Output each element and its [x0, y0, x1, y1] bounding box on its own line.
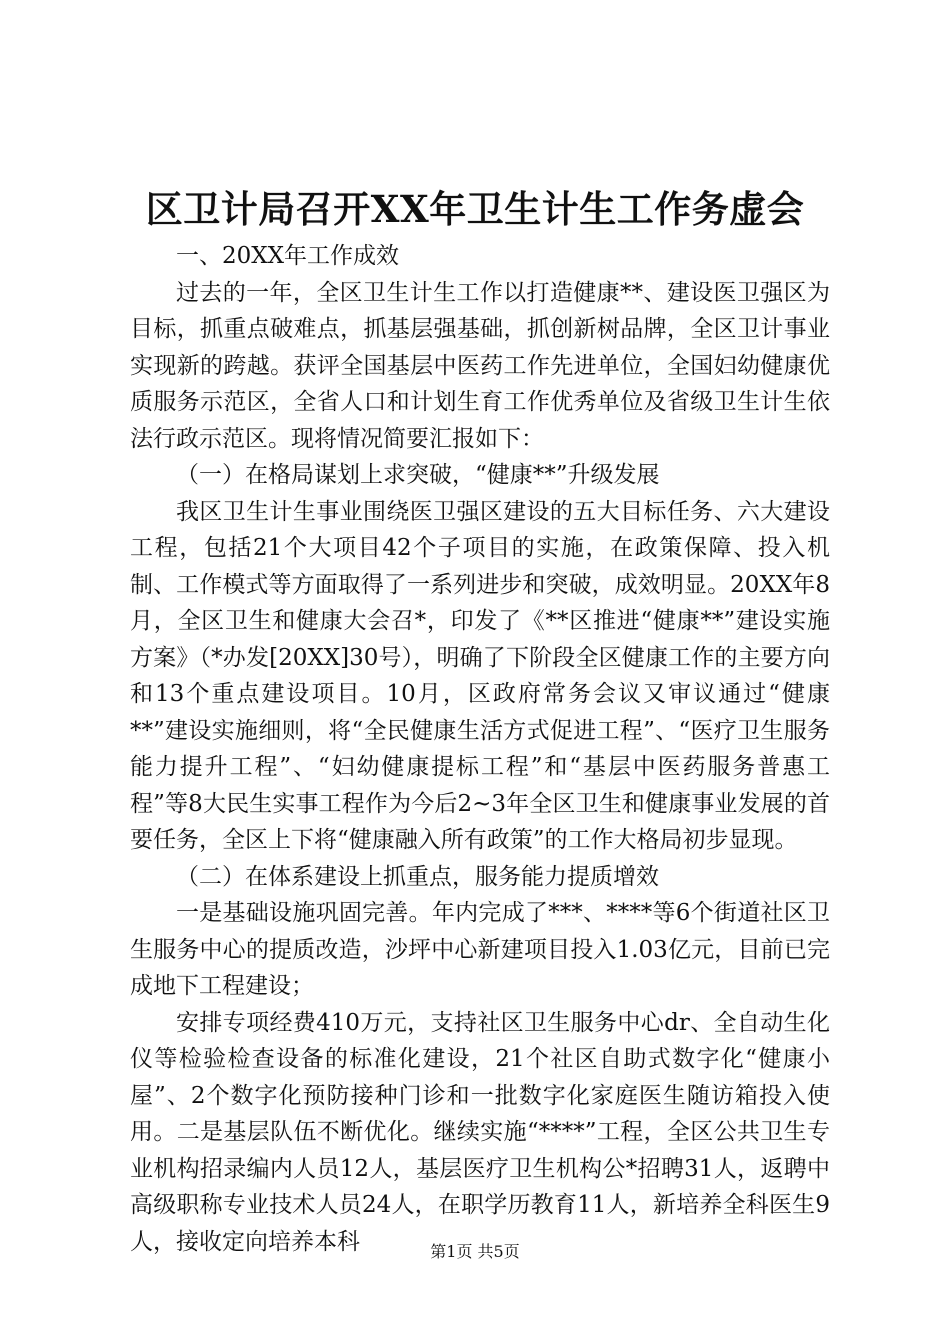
section-heading: 一、20XX年工作成效: [176, 243, 400, 269]
document-body: [130, 238, 830, 1260]
paragraph: 过去的一年，全区卫生计生工作以打造健康**、建设医卫强区为目标，抓重点破难点，抓基层强基础，抓创新树品牌，全区卫计事业实现新的跨越。获评全国基层中医药工作先进单位，全国妇幼健康优质服务示范区，全省人口和计划生育工作优秀单位及省级卫生计生依法行政示范区。现将情况简要汇报如下：: [130, 279, 830, 452]
page-footer: 第1页 共5页: [430, 1242, 520, 1261]
paragraph: 我区卫生计生事业围绕医卫强区建设的五大目标任务、六大建设工程，包括21个大项目42个子项目的实施，在政策保障、投入机制、工作模式等方面取得了一系列进步和突破，成效明显。20XX年8月，全区卫生和健康大会召*，印发了《**区推进“健康**”建设实施方案》（*办发[20XX]30号），明确了下阶段全区健康工作的主要方向和13个重点建设项目。10月，区政府常务会议又审议通过“健康**”建设实施细则，将“全民健康生活方式促进工程”、“医疗卫生服务能力提升工程”、“妇幼健康提标工程”和“基层中医药服务普惠工程”等8大民生实事工程作为今后2~3年全区卫生和健康事业发展的首要任务，全区上下将“健康融入所有政策”的工作大格局初步显现。: [130, 498, 830, 853]
paragraph: 一是基础设施巩固完善。年内完成了***、****等6个街道社区卫生服务中心的提质改造，沙坪中心新建项目投入1.03亿元，目前已完成地下工程建设；: [130, 900, 830, 999]
paragraph: 安排专项经费410万元，支持社区卫生服务中心dr、全自动生化仪等检验检查设备的标准化建设，21个社区自助式数字化“健康小屋”、2个数字化预防接种门诊和一批数字化家庭医生随访箱投入使用。二是基层队伍不断优化。继续实施“****”工程，全区公共卫生专业机构招录编内人员12人，基层医疗卫生机构公*招聘31人，返聘中高级职称专业技术人员24人，在职学历教育11人，新培养全科医生9人，接收定向培养本科: [130, 1009, 830, 1255]
document-title: 区卫计局召开XX年卫生计生工作务虚会: [145, 187, 805, 231]
subsection-heading: （二）在体系建设上抓重点，服务能力提质增效: [176, 863, 659, 890]
subsection-heading: （一）在格局谋划上求突破，“健康**”升级发展: [176, 462, 660, 488]
